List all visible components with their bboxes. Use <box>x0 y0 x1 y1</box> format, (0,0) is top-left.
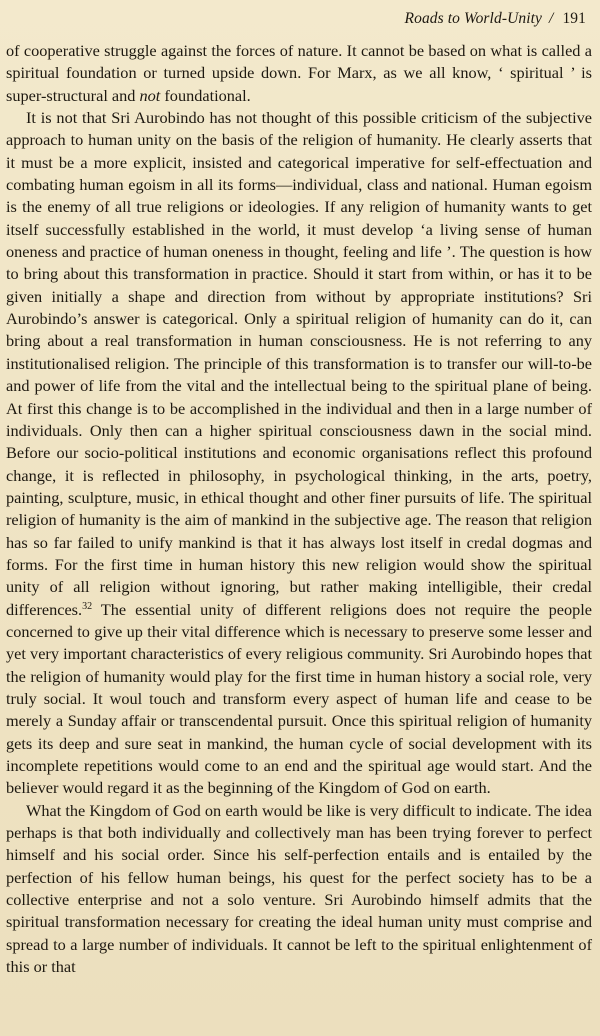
paragraph <box>6 40 592 107</box>
running-title: Roads to World-Unity <box>404 10 543 27</box>
paragraph <box>6 800 592 979</box>
emphasis-text: not <box>139 85 161 105</box>
running-head <box>405 10 586 28</box>
text-run: of cooperative struggle against the forces of nature. It cannot be based on what is called a spiritual foundation or turned upside down. For Marx, as we all know, ‘ spiritual ’ is super-structural and <box>6 41 592 105</box>
header-separator: / <box>549 10 554 27</box>
text-run: What the Kingdom of God on earth would be like is very difficult to indicate. The idea perhaps is that both individually and collectively man has been trying forever to perfect himself and his social order. Since his self-perfection entails and is entailed by the perfection of his fellow human beings, his quest for the perfect society has to be a collective enterprise and not a solo venture. Sri Aurobindo himself admits that the spiritual transformation necessary for creating the ideal human unity must comprise and spread to a large number of individuals. It cannot be left to the spiritual enlightenment of this or that <box>6 800 592 977</box>
text-run: The essential unity of different religions does not require the people concerned to give up their vital difference which is necessary to preserve some lesser and yet very important characteristics of every religious community. Sri Aurobindo hopes that the religion of humanity would play for the first time in human history a social role, very truly social. It woul touch and transform every aspect of human life and cease to be merely a Sunday affair or transcendental pursuit. Once this spiritual religion of humanity gets its deep and sure seat in mankind, the human cycle of social development with its incomplete repetitions would come to an end and the spiritual age would start. And the believer would regard it as the beginning of the Kingdom of God on earth. <box>6 599 592 798</box>
page-number: 191 <box>562 10 586 27</box>
footnote-marker: 32 <box>82 600 93 612</box>
text-run: It is not that Sri Aurobindo has not thought of this possible criticism of the subjective approach to human unity on the basis of the religion of humanity. He clearly asserts that it must be a more explicit, insisted and categorical imperative for self-effectuation and combating human egoism in all its forms—individual, class and national. Human egoism is the enemy of all true religions or ideologies. If any religion of humanity wants to get itself successfully established in the world, it must develop ‘a living sense of human oneness and practice of human oneness in thought, feeling and life ’. The question is how to bring about this transformation in practice. Should it start from within, or has it to be given initially a shape and direction from without by appropriate institutions? Sri Aurobindo’s answer is categorical. Only a spiritual religion of humanity can do it, can bring about a real transformation in human consciousness. He is not referring to any institutionalised religion. The principle of this transformation is to transfer our will-to-be and power of life from the vital and the intellectual being to the spiritual plane of being. At first this change is to be accomplished in the individual and then in a large number of individuals. Only then can a higher spiritual consciousness dawn in the social mind. Before our socio-political institutions and economic organisations reflect this profound change, it is reflected in philosophy, in psychological thinking, in the arts, poetry, painting, sculpture, music, in ethical thought and other finer pursuits of life. The spiritual religion of humanity is the aim of mankind in the subjective age. The reason that religion has so far failed to unify mankind is that it has always lost itself in credal dogmas and forms. For the first time in human history this new religion would show the spiritual unity of all religion without ignoring, but rather making intelligible, their credal differences. <box>6 108 592 619</box>
text-run: foundational. <box>160 85 251 105</box>
paragraph <box>6 107 592 800</box>
body-text <box>6 40 592 978</box>
